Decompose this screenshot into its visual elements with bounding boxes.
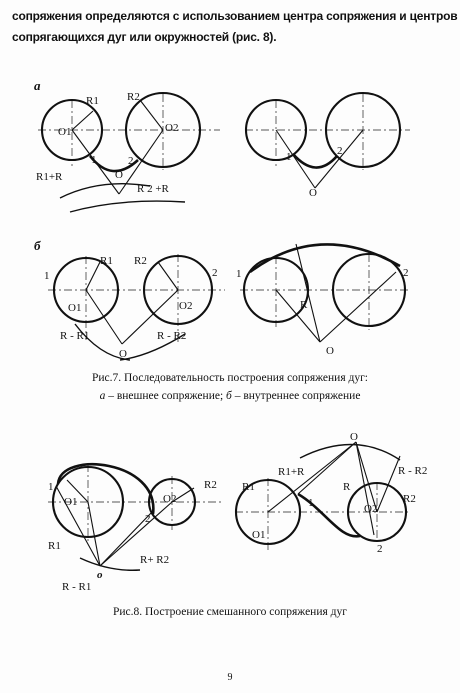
internal-tangency-construction [44, 254, 225, 360]
part-b-label: б [34, 238, 41, 253]
label-r2: R2 [127, 91, 140, 103]
label-o1: O1 [252, 529, 266, 541]
label-o: O [119, 348, 127, 360]
external-tangency-construction [36, 91, 220, 212]
label-r1-plus-r: R1+R [278, 466, 305, 478]
label-r-minus-r1: R - R1 [62, 581, 92, 593]
label-point-2: 2 [145, 513, 151, 525]
label-point-2: 2 [377, 543, 383, 555]
label-r-minus-r2: R - R2 [157, 330, 187, 342]
caption-part-a-text: внешнее сопряжение; [116, 390, 224, 402]
label-point-1: 1 [91, 154, 97, 166]
label-point-1: 1 [44, 270, 50, 282]
internal-tangency-result [236, 244, 410, 357]
intro-line-1: сопряжения определяются с использованием центра сопряжения и центров [12, 9, 458, 23]
label-r-plus-r2: R+ R2 [140, 554, 170, 566]
intro-text [12, 6, 458, 48]
label-r-minus-r1: R - R1 [60, 330, 90, 342]
caption-part-b-text: – внутреннее сопряжение [234, 390, 361, 402]
label-o2: O2 [179, 300, 193, 312]
label-r2-plus-r: R 2 +R [137, 183, 169, 195]
label-point-2: 2 [212, 267, 218, 279]
label-point-2: 2 [403, 267, 409, 279]
mixed-tangency-left [48, 464, 222, 593]
label-r1: R1 [100, 255, 113, 267]
label-point-1: 1 [236, 268, 242, 280]
caption-part-a: а – [99, 390, 114, 402]
label-r1: R1 [242, 481, 255, 493]
figure-7a [0, 70, 460, 220]
figure-7-caption [0, 372, 460, 402]
part-a-label: а [34, 78, 41, 93]
figure-8 [0, 430, 460, 600]
caption-text: Рис.8. Построение смешанного сопряжения дуг [113, 606, 347, 618]
label-point-1: 1 [48, 481, 54, 493]
label-r1: R1 [86, 95, 99, 107]
label-point-2: 2 [337, 145, 343, 157]
label-r: R [300, 299, 308, 311]
caption-part-b: б [226, 390, 232, 402]
caption-line-2 [0, 390, 460, 402]
figure-7b [0, 232, 460, 367]
label-r: R [343, 481, 351, 493]
label-o: O [326, 345, 334, 357]
label-o1: O1 [64, 496, 78, 508]
label-r1-plus-r: R1+R [36, 171, 63, 183]
label-point-1: 1 [286, 151, 292, 163]
label-o2: O2 [364, 503, 378, 515]
mixed-tangency-right [235, 431, 427, 555]
label-o: O [309, 187, 317, 199]
intro-line-2: сопрягающихся дуг или окружностей (рис. 8). [12, 30, 277, 44]
label-o: O [115, 169, 123, 181]
external-tangency-result [245, 93, 410, 199]
label-r2: R2 [134, 255, 147, 267]
label-o: O [350, 431, 358, 443]
label-r2: R2 [204, 479, 217, 491]
label-r2: R2 [403, 493, 416, 505]
label-o2: O2 [165, 122, 179, 134]
label-o: o [97, 569, 103, 581]
page-number: 9 [227, 672, 233, 683]
label-o1: O1 [58, 126, 72, 138]
figure-8-caption [0, 606, 460, 618]
label-point-1: 1 [308, 497, 314, 509]
label-o2: O2 [163, 493, 177, 505]
label-o1: O1 [68, 302, 82, 314]
caption-line-1: Рис.7. Последовательность построения сопряжения дуг: [91, 372, 369, 384]
label-point-2: 2 [128, 155, 134, 167]
label-r-minus-r2: R - R2 [398, 465, 428, 477]
label-r1: R1 [48, 540, 61, 552]
